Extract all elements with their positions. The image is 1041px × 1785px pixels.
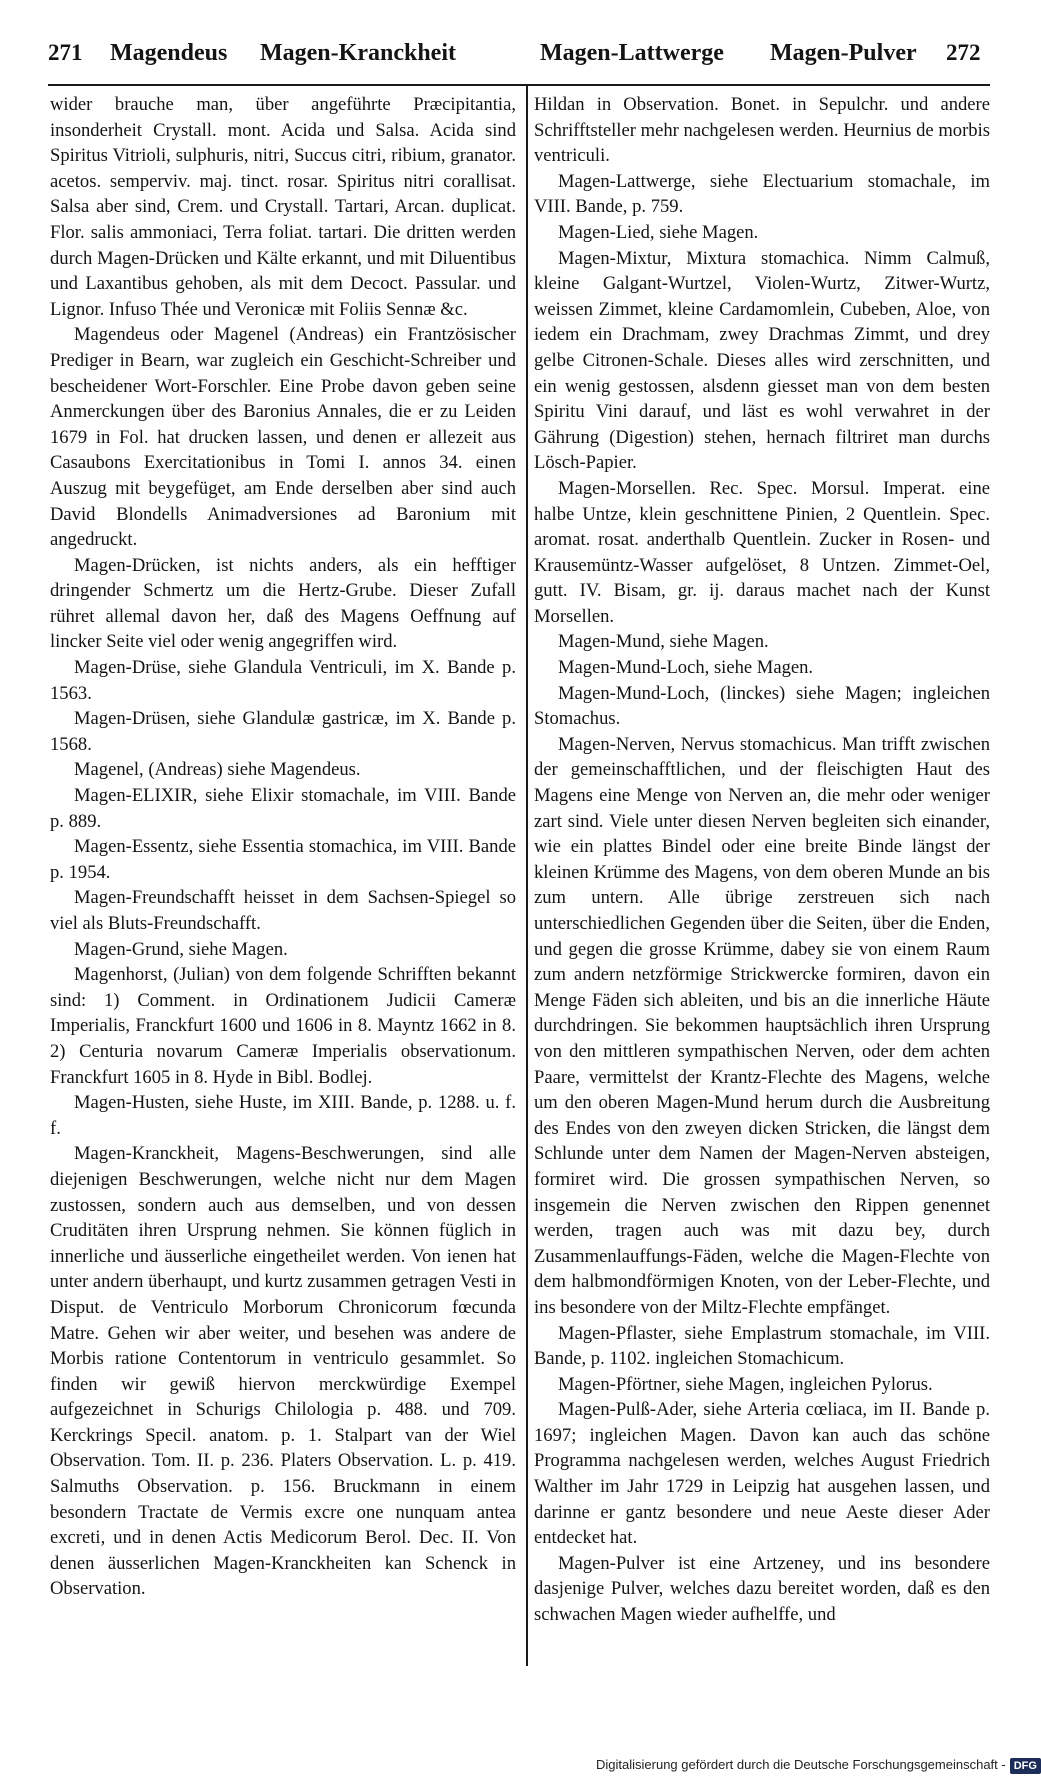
header-rule	[48, 84, 990, 86]
dictionary-entry: Magendeus oder Magenel (Andreas) ein Frantzösischer Prediger in Bearn, war zugleich ein Geschicht-Schreiber und bescheidener Wort-Forschler. Eine Probe davon geben seine Anmerckungen über des Baronius Annales, die er zu Leiden 1679 in Fol. hat drucken lassen, und denen er allezeit aus Casaubons Exercitationibus in Tomi I. annos 34. einen Auszug mit beygefüget, am Ende derselben aber sind auch David Blondells Animadversiones ad Baronium mit angedruckt.	[50, 324, 516, 551]
left-column	[50, 92, 516, 1692]
dictionary-entry: Magen-Pulver ist eine Artzeney, und ins besondere dasjenige Pulver, welches dazu bereitet worden, daß es den schwachen Magen wieder aufhelffe, und	[534, 1552, 990, 1626]
dictionary-entry: Magen-Mund-Loch, (linckes) siehe Magen; ingleichen Stomachus.	[534, 682, 990, 730]
right-headword: Magen-Pulver	[770, 40, 917, 66]
continued-paragraph: wider brauche man, über angeführte Præcipitantia, insonderheit Crystall. mont. Acida und Salsa. Acida sind Spiritus Vitrioli, sulphuris, nitri, Succus citri, ribium, granator. acetos. semperviv. maj. tinct. rosar. Spiritus nitri corallisat. Salsa aber sind, Crem. und Crystall. Tartari, Arcan. duplicat. Flor. salis ammoniaci, Terra foliat. tartari. Die dritten werden durch Magen-Drücken und Kälte erkannt, und mit Diluentibus und Laxantibus gehoben, als mit dem Decoct. Passular. und Lignor. Infuso Thée und Veronicæ mit Foliis Sennæ &c.	[50, 94, 516, 320]
dictionary-entry: Magen-Mund, siehe Magen.	[558, 631, 769, 653]
right-column	[534, 92, 990, 1692]
dictionary-entry: Magenhorst, (Julian) von dem folgende Schrifften bekannt sind: 1) Comment. in Ordinationem Judicii Cameræ Imperialis, Franckfurt 1600 und 1606 in 8. Mayntz 1662 in 8. 2) Centuria novarum Cameræ Imperialis observationum. Franckfurt 1605 in 8. Hyde in Bibl. Bodlej.	[50, 964, 516, 1088]
footer-text: Digitalisierung gefördert durch die Deutsche Forschungsgemeinschaft -	[596, 1757, 1006, 1772]
dictionary-entry: Magen-Morsellen. Rec. Spec. Morsul. Imperat. eine halbe Untze, klein geschnittene Pinien, 2 Quentlein. Spec. aromat. rosat. anderthalb Quentlein. Zucker in Rosen- und Krausemüntz-Wasser aufgelöset, 8 Untzen. Zimmet-Oel, gutt. IV. Bisam, gr. ij. daraus machet nach der Kunst Morsellen.	[534, 477, 990, 627]
dictionary-entry: Magen-Mund-Loch, siehe Magen.	[558, 657, 814, 679]
right-catchword: Magen-Lattwerge	[540, 40, 724, 66]
dictionary-entry: Magen-Essentz, siehe Essentia stomachica, im VIII. Bande p. 1954.	[50, 836, 516, 883]
running-header	[48, 40, 988, 82]
dictionary-entry: Magen-Lied, siehe Magen.	[558, 221, 759, 243]
dictionary-entry: Magen-Pulß-Ader, siehe Arteria cœliaca, im II. Bande p. 1697; ingleichen Magen. Davon kan auch das schöne Programma nachgelesen werden, welches August Friedrich Walther im Jahr 1729 in Leipzig hat ausgehen lassen, und darinne er gantz besondere und neue Aeste dieser Ader entdecket hat.	[534, 1399, 990, 1549]
left-page-number: 271	[48, 40, 83, 65]
dictionary-entry: Magen-Lattwerge, siehe Electuarium stomachale, im VIII. Bande, p. 759.	[534, 170, 990, 218]
dictionary-entry: Magen-Grund, siehe Magen.	[74, 938, 288, 960]
dictionary-entry: Magenel, (Andreas) siehe Magendeus.	[74, 759, 361, 781]
digitization-footer	[596, 1754, 1037, 1778]
dictionary-entry: Magen-Drücken, ist nichts anders, als ein hefftiger dringender Schmertz um die Hertz-Grube. Dieser Zufall rühret allemal davon her, daß des Magens Oeffnung auf lincker Seite viel oder wenig angegriffen wird.	[50, 554, 516, 653]
right-page-number: 272	[946, 40, 981, 65]
dictionary-entry: Magen-Pförtner, siehe Magen, ingleichen Pylorus.	[558, 1373, 933, 1395]
dictionary-entry: Magen-Kranckheit, Magens-Beschwerungen, sind alle diejenigen Beschwerungen, welche nicht nur dem Magen zustossen, sondern auch aus demselben, und von dessen Cruditäten ihren Ursprung nehmen. Sie können füglich in innerliche und äusserliche eingetheilet werden. Von ienen hat unter andern überhaupt, und kurtz zusammen getragen Vesti in Disput. de Ventriculo Morborum Chronicorum fœcunda Matre. Gehen wir aber weiter, und besehen was andere de Morbis ratione Contentorum in ventriculo gesammlet. So finden wir gewiß hiervon merckwürdige Exempel aufgezeichnet in Schurigs Chilologia p. 488. und 709. Kerckrings Specil. anatom. p. 1. Stalpart van der Wiel Observation. Tom. II. p. 236. Platers Observation. L. p. 419. Salmuths Observation. p. 156. Bruckmann in einem besondern Tractate de Vermis excre one nunquam antea excreti, und in denen Actis Medicorum Berol. Dec. II. Von denen äusserlichen Magen-Kranckheiten kan Schenck in Observation.	[50, 1143, 516, 1600]
dictionary-entry: Magen-Drüse, siehe Glandula Ventriculi, im X. Bande p. 1563.	[50, 657, 516, 704]
left-catchword: Magendeus	[110, 40, 228, 66]
dictionary-entry: Magen-Pflaster, siehe Emplastrum stomachale, im VIII. Bande, p. 1102. ingleichen Stomachicum.	[534, 1322, 990, 1370]
continued-paragraph: Hildan in Observation. Bonet. in Sepulchr. und andere Schrifftsteller mehr nachgelesen werden. Heurnius de morbis ventriculi.	[534, 94, 990, 167]
dictionary-entry: Magen-Drüsen, siehe Glandulæ gastricæ, im X. Bande p. 1568.	[50, 708, 516, 755]
dfg-logo: DFG	[1010, 1758, 1041, 1774]
column-divider	[526, 86, 528, 1666]
dictionary-entry: Magen-Nerven, Nervus stomachicus. Man trifft zwischen der gemeinschafftlichen, und der fleischigten Haut des Magens eine Menge von Nerven an, die mehr oder weniger zart sind. Viele unter diesen Nerven begleiten sich einander, wie ein plattes Bindel oder eine breite Binde längst der kleinen Krümme des Magens, von dem oberen Munde an bis zum untern. Alle übrige zerstreuen sich nach unterschiedlichen Gegenden über die Seiten, über die Enden, und gegen die grosse Krümme, dabey sie von einem Raum zum andern netzförmige Strickwercke formiren, davon ein Menge Fäden sich ableiten, und bis an die innerliche Häute durchdringen. Sie bekommen hauptsächlich ihren Ursprung von den mittleren sympathischen Nerven, oder dem achten Paare, vermittelst der Krantz-Flechte des Magens, welche um den oberen Magen-Mund herum durch die Ausbreitung des Endes von den zweyen dicken Stricken, die längst dem Schlunde unter dem Namen der Magen-Nerven absteigen, formiret wird. Die grossen sympathischen Nerven, so insgemein die Nerven zwischen den Rippen genennet werden, tragen auch was mit dazu bey, durch Zusammenlauffungs-Fäden, welche die Magen-Flechte von dem halbmondförmigen Knoten, von der Leber-Flechte, und ins besondere von der Miltz-Flechte empfänget.	[534, 733, 990, 1318]
dictionary-entry: Magen-Freundschafft heisset in dem Sachsen-Spiegel so viel als Bluts-Freundschafft.	[50, 887, 516, 934]
dictionary-entry: Magen-Mixtur, Mixtura stomachica. Nimm Calmuß, kleine Galgant-Wurtzel, Violen-Wurtz, Zitwer-Wurtz, weissen Zimmet, kleine Cardamomlein, Cubeben, Aloe, von iedem ein Drachmam, zwey Drachmas Zimmt, und drey gelbe Citronen-Schale. Dieses alles wird zerschnitten, und ein wenig gestossen, alsdenn giesset man von dem besten Spiritu Vini darauf, und läst es wohl verwahret in der Gährung (Digestion) stehen, hernach filtriret man durchs Lösch-Papier.	[534, 247, 990, 474]
dictionary-entry: Magen-Husten, siehe Huste, im XIII. Bande, p. 1288. u. f. f.	[50, 1092, 516, 1139]
dictionary-entry: Magen-ELIXIR, siehe Elixir stomachale, im VIII. Bande p. 889.	[50, 785, 516, 832]
left-headword: Magen-Kranckheit	[260, 40, 456, 66]
